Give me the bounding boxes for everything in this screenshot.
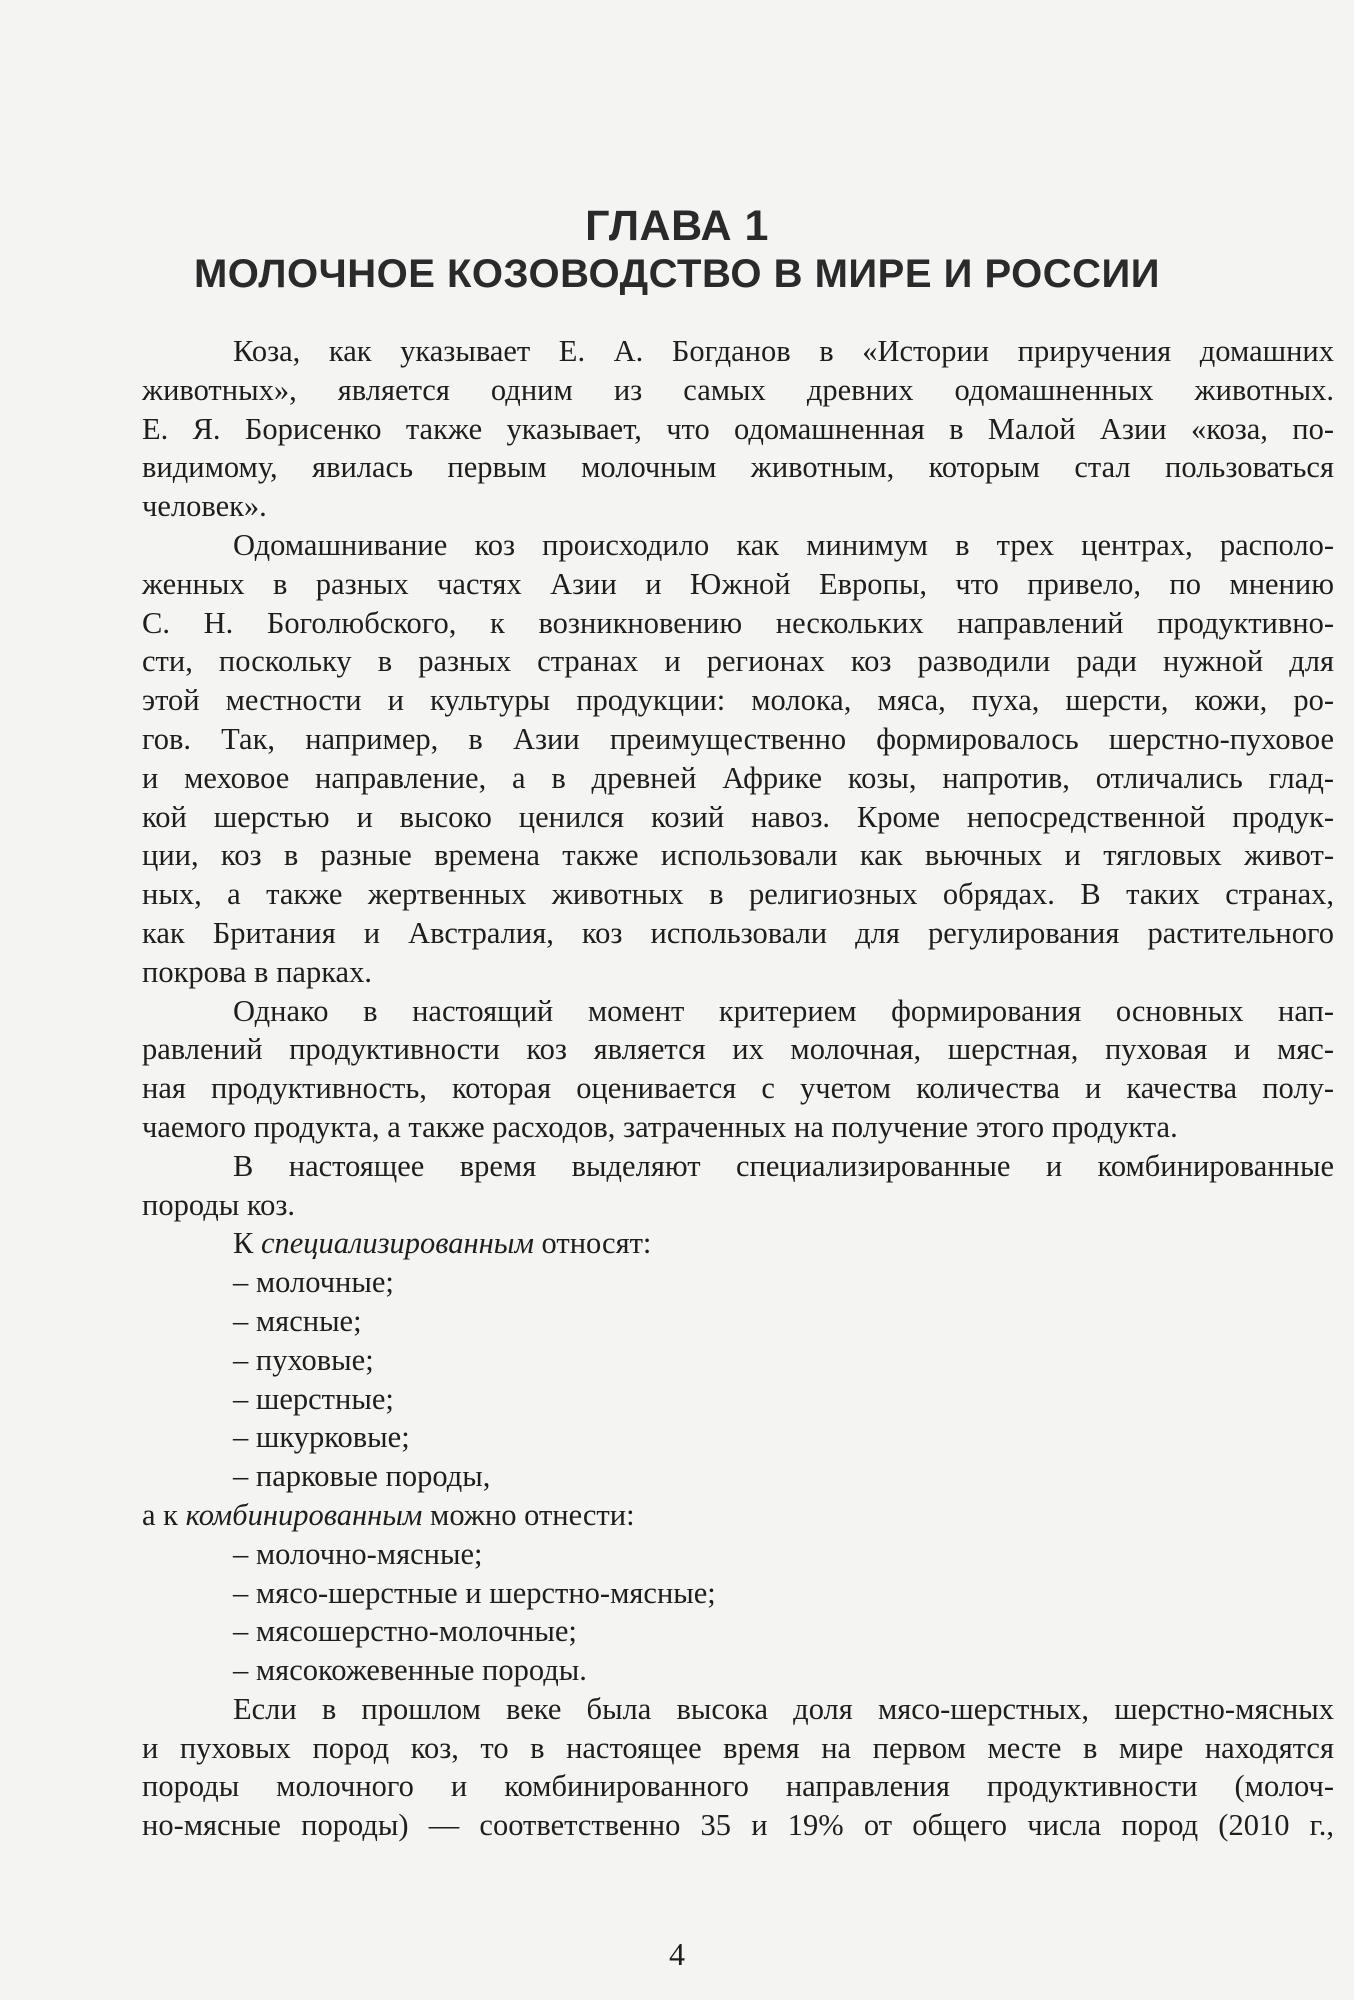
- text-line: Коза, как указывает Е. А. Богданов в «Истории приручения домашних: [233, 334, 1334, 368]
- paragraph-5: [142, 1690, 1334, 1845]
- text-line: этой местности и культуры продукции: молока, мяса, пуха, шерсти, кожи, ро-: [142, 683, 1334, 718]
- text-line: женных в разных частях Азии и Южной Европы, что привело, по мнению: [142, 566, 1334, 601]
- combined-intro: [142, 1496, 1334, 1535]
- text-line: В настоящее время выделяют специализированные и комбинированные: [233, 1148, 1334, 1183]
- list-item: – мясо-шерстные и шерстно-мясные;: [233, 1575, 716, 1610]
- paragraph-3: [142, 992, 1334, 1147]
- list-item: – мясокожевенные породы.: [233, 1653, 587, 1688]
- text-line: видимому, явилась первым молочным животным, которым стал пользоваться: [142, 450, 1334, 485]
- text-line: равлений продуктивности коз является их молочная, шерстная, пуховая и мяс-: [142, 1032, 1334, 1067]
- list-item: – парковые породы,: [233, 1459, 491, 1494]
- list-item: – молочные;: [233, 1265, 394, 1300]
- text-line: кой шерстью и высоко ценился козий навоз. Кроме непосредственной продук-: [142, 799, 1334, 834]
- text-line: ных, а также жертвенных животных в религиозных обрядах. В таких странах,: [142, 877, 1334, 912]
- chapter-number: ГЛАВА 1: [585, 202, 769, 250]
- paragraph-1: [142, 332, 1334, 526]
- list-item: – шкурковые;: [233, 1420, 410, 1455]
- text-line: и меховое направление, а в древней Африке козы, напротив, отличались глад-: [142, 760, 1334, 795]
- intro-emphasis: комбинированным: [185, 1497, 423, 1532]
- page-number: 4: [669, 1936, 685, 1972]
- list-item: – мясошерстно-молочные;: [233, 1614, 577, 1649]
- text-line: Е. Я. Борисенко также указывает, что одомашненная в Малой Азии «коза, по-: [142, 411, 1334, 446]
- text-line: и пуховых пород коз, то в настоящее время на первом месте в мире находятся: [142, 1730, 1334, 1765]
- paragraph-2: [142, 526, 1334, 992]
- chapter-title: МОЛОЧНОЕ КОЗОВОДСТВО В МИРЕ И РОССИИ: [193, 252, 1161, 296]
- specialized-intro: [142, 1224, 1334, 1263]
- text-line: сти, поскольку в разных странах и регионах коз разводили ради нужной для: [142, 644, 1334, 679]
- list-item: – молочно-мясные;: [233, 1536, 483, 1571]
- text-line: но-мясные породы) — соответственно 35 и 19% от общего числа пород (2010 г.,: [142, 1808, 1334, 1843]
- text-line: Однако в настоящий момент критерием формирования основных нап-: [233, 993, 1334, 1028]
- text-line: С. Н. Боголюбского, к возникновению нескольких направлений продуктивно-: [142, 605, 1334, 640]
- text-line: породы коз.: [142, 1187, 296, 1222]
- text-line: как Британия и Австралия, коз использовали для регулирования растительного: [142, 915, 1334, 950]
- list-item: – мясные;: [233, 1303, 362, 1338]
- intro-text: а к: [142, 1497, 186, 1532]
- intro-text: можно отнести:: [422, 1497, 635, 1532]
- text-line: ции, коз в разные времена также использовали как вьючных и тягловых живот-: [142, 838, 1334, 873]
- text-line: человек».: [142, 489, 267, 524]
- paragraph-4: [142, 1147, 1334, 1225]
- intro-emphasis: специализированным: [260, 1226, 534, 1261]
- text-line: животных», является одним из самых древних одомашненных животных.: [142, 372, 1334, 407]
- text-line: гов. Так, например, в Азии преимущественно формировалось шерстно-пуховое: [142, 721, 1334, 756]
- intro-text: относят:: [533, 1226, 652, 1261]
- list-item: – пуховые;: [233, 1342, 374, 1377]
- text-line: породы молочного и комбинированного направления продуктивности (молоч-: [142, 1769, 1334, 1804]
- intro-text: К: [233, 1226, 261, 1261]
- text-line: Одомашнивание коз происходило как минимум в трех центрах, располо-: [233, 527, 1334, 562]
- combined-list: [142, 1496, 1334, 1690]
- text-line: ная продуктивность, которая оценивается с учетом количества и качества полу-: [142, 1071, 1334, 1106]
- text-line: чаемого продукта, а также расходов, затраченных на получение этого продукта.: [142, 1109, 1178, 1144]
- text-line: Если в прошлом веке была высока доля мясо-шерстных, шерстно-мясных: [233, 1691, 1334, 1726]
- chapter-body: [142, 332, 1334, 1845]
- list-item: – шерстные;: [233, 1381, 394, 1416]
- text-line: покрова в парках.: [142, 954, 372, 989]
- specialized-list: [142, 1224, 1334, 1496]
